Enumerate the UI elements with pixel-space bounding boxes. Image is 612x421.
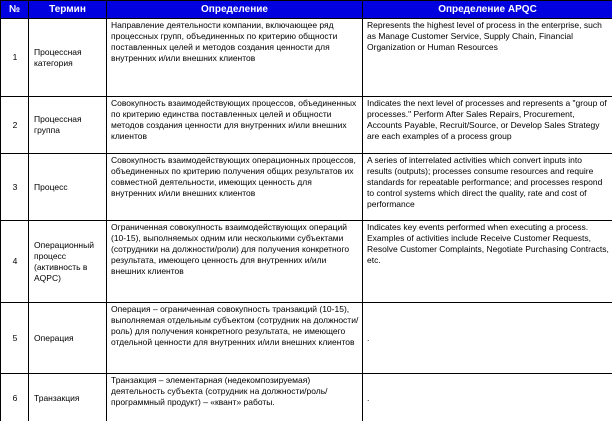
row-number: 5 (1, 303, 29, 374)
term-cell: Операция (29, 303, 107, 374)
apqc-cell: Represents the highest level of process in the enterprise, such as Manage Customer Service, Supply Chain, Financial Organization or Human Resources (363, 19, 612, 97)
row-number: 6 (1, 374, 29, 421)
term-cell: Транзакция (29, 374, 107, 421)
apqc-cell: . (363, 303, 612, 374)
definition-cell: Совокупность взаимодействующих процессов, объединенных по критерию единства поставленных целей и общности методов создания ценности для внутренних и/или внешних клиентов (107, 97, 363, 154)
col-header-definition: Определение (107, 1, 363, 19)
term-cell: Операционный процесс (активность в AQPC) (29, 221, 107, 303)
definition-cell: Совокупность взаимодействующих операционных процессов, объединенных по критерию получения общих результатов их совместной деятельности, имеющих ценность для внутренних и/или внешних клиентов (107, 154, 363, 221)
definition-cell: Направление деятельности компании, включающее ряд процессных групп, объединенных по критерию общности поставленных целей и методов создания ценности для внутренних и/или внешних клиентов (107, 19, 363, 97)
table-row (1, 19, 612, 97)
table-row (1, 221, 612, 303)
term-cell: Процесс (29, 154, 107, 221)
term-cell: Процессная категория (29, 19, 107, 97)
apqc-cell: Indicates key events performed when executing a process. Examples of activities include Receive Customer Requests, Resolve Customer Complaints, Negotiate Purchasing Contracts, etc. (363, 221, 612, 303)
table-row (1, 374, 612, 421)
col-header-apqc: Определение APQC (363, 1, 612, 19)
definition-cell: Транзакция – элементарная (недекомпозируемая) деятельность субъекта (сотрудник на должности/роль/программный продукт) – «квант» работы. (107, 374, 363, 421)
col-header-term: Термин (29, 1, 107, 19)
apqc-cell: Indicates the next level of processes and represents a "group of processes." Perform After Sales Repairs, Procurement, Accounts Payable, Recruit/Source, or Develop Sales Strategy are each examples of a process group (363, 97, 612, 154)
definition-cell: Ограниченная совокупность взаимодействующих операций (10-15), выполняемых одним или несколькими субъектами (сотрудники на должности/роли) для получения конкретного результата, имеющего ценность для внутренних и/или внешних клиентов (107, 221, 363, 303)
table-row (1, 97, 612, 154)
table-row (1, 154, 612, 221)
definition-cell: Операция – ограниченная совокупность транзакций (10-15), выполняемая отдельным субъектом (сотрудник на должности/роль) для получения конкретного результата, не имеющего отдельной ценности для внутренних и/или внешних клиентов (107, 303, 363, 374)
term-cell: Процессная группа (29, 97, 107, 154)
apqc-cell: . (363, 374, 612, 421)
header-row (1, 1, 612, 19)
table-row (1, 303, 612, 374)
row-number: 1 (1, 19, 29, 97)
row-number: 3 (1, 154, 29, 221)
row-number: 4 (1, 221, 29, 303)
apqc-cell: A series of interrelated activities which convert inputs into results (outputs); processes consume resources and require standards for repeatable performance; and processes respond to control systems which direct the quality, rate and cost of performance (363, 154, 612, 221)
row-number: 2 (1, 97, 29, 154)
col-header-num: № (1, 1, 29, 19)
